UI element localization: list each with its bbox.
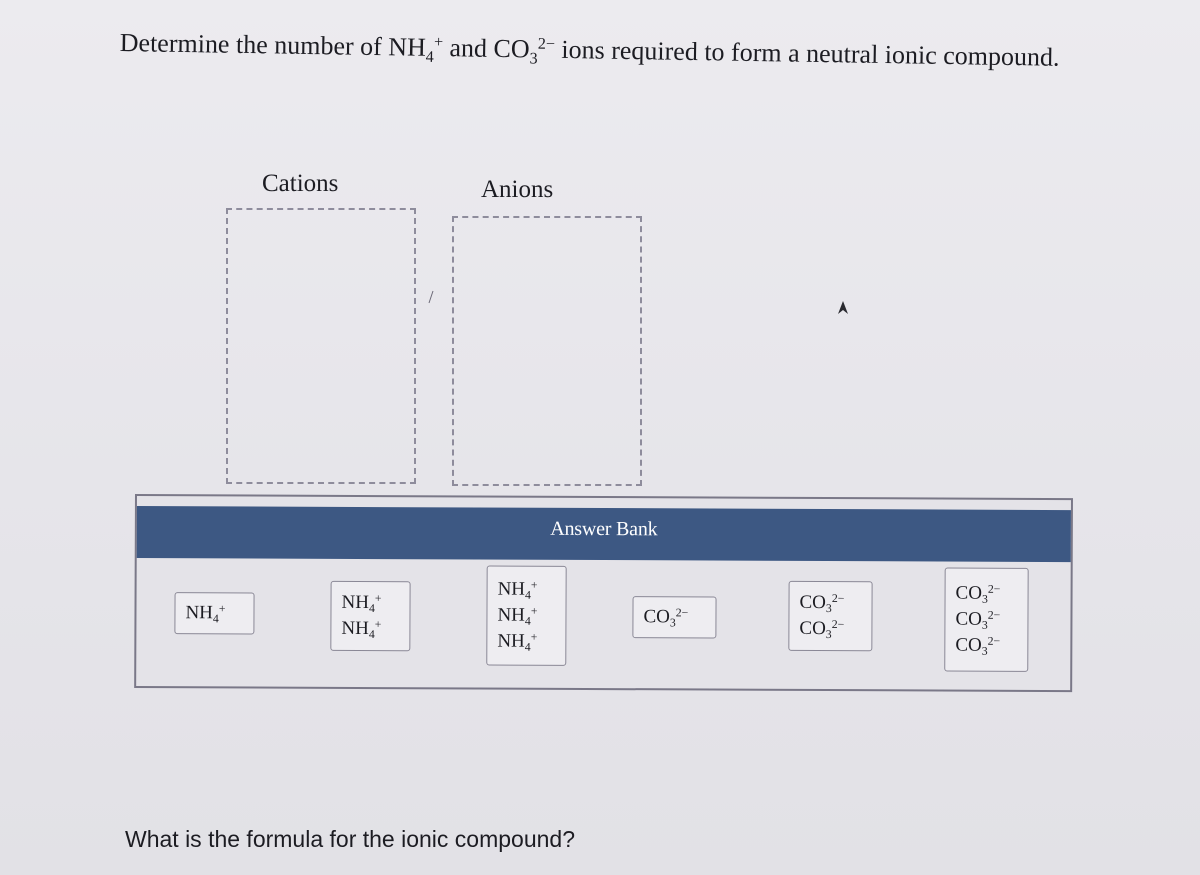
tile-formula: $NH_4^+$ bbox=[497, 604, 538, 628]
tile-carbonate-2[interactable] bbox=[788, 581, 872, 651]
answer-bank-title: Answer Bank bbox=[550, 517, 658, 541]
tile-ammonium-1[interactable] bbox=[174, 592, 254, 634]
question-prompt bbox=[120, 28, 1060, 73]
tile-ammonium-3[interactable] bbox=[486, 566, 566, 666]
anions-label: Anions bbox=[481, 176, 554, 203]
anions-drop-zone[interactable] bbox=[452, 216, 642, 486]
formula-question: What is the formula for the ionic compound? bbox=[125, 826, 576, 852]
tile-carbonate-3[interactable] bbox=[944, 568, 1028, 672]
question-prefix: Determine the number of bbox=[119, 28, 383, 62]
question-suffix: ions required to form a neutral ionic compound. bbox=[561, 34, 1060, 72]
tile-formula: $NH_4^+$ bbox=[341, 591, 382, 616]
tile-formula: $CO_3^{2-}$ bbox=[955, 634, 1001, 658]
tile-formula: $NH_4^+$ bbox=[497, 630, 538, 654]
tile-formula: $CO_3^{2-}$ bbox=[799, 617, 845, 642]
stray-mark bbox=[428, 290, 434, 304]
tile-formula: $CO_3^{2-}$ bbox=[955, 582, 1001, 606]
tile-formula: $CO_3^{2-}$ bbox=[643, 605, 689, 630]
tile-formula: $NH_4^+$ bbox=[185, 601, 226, 626]
tile-formula: $CO_3^{2-}$ bbox=[799, 591, 845, 616]
tile-formula: $NH_4^+$ bbox=[341, 617, 382, 642]
cations-drop-zone[interactable] bbox=[226, 208, 416, 484]
question-joiner: and bbox=[449, 33, 488, 63]
answer-bank bbox=[134, 494, 1073, 692]
tile-carbonate-1[interactable] bbox=[632, 596, 716, 638]
tile-formula: $NH_4^+$ bbox=[497, 578, 538, 602]
arrow-cursor-icon bbox=[836, 300, 850, 318]
tile-ammonium-2[interactable] bbox=[330, 581, 410, 651]
tile-formula: $CO_3^{2-}$ bbox=[955, 608, 1001, 632]
carbonate-formula: $CO_3^{2-}$ bbox=[493, 33, 556, 68]
ammonium-formula: $NH_4^+$ bbox=[388, 32, 444, 66]
cations-label: Cations bbox=[262, 170, 339, 197]
